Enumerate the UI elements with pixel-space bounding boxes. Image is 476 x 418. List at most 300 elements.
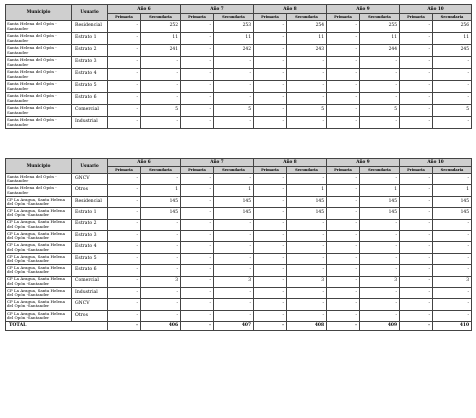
value-cell: - <box>181 45 214 57</box>
value-cell: - <box>433 69 472 81</box>
value-cell: 11 <box>214 33 254 45</box>
value-cell: 1 <box>433 185 472 196</box>
value-cell: - <box>181 21 214 33</box>
value-cell: - <box>433 242 472 253</box>
value-cell: - <box>181 196 214 207</box>
value-cell: - <box>254 33 287 45</box>
value-cell: - <box>141 174 181 185</box>
table-row <box>6 105 472 117</box>
total-value-cell: - <box>181 322 214 331</box>
municipio-cell: CP La Aragua, Santa Helena del Opón -Santander <box>6 230 72 241</box>
value-cell: - <box>254 287 287 298</box>
value-cell: 11 <box>141 33 181 45</box>
secundaria-header: Secundaria <box>214 14 254 21</box>
value-cell: - <box>181 57 214 69</box>
secundaria-header: Secundaria <box>214 167 254 174</box>
usuario-cell: Estrato 5 <box>72 81 108 93</box>
value-cell: 1 <box>287 185 327 196</box>
value-cell: 145 <box>433 208 472 219</box>
municipio-cell: Santa Helena del Opón - Santander <box>6 81 72 93</box>
value-cell: - <box>108 287 141 298</box>
value-cell: - <box>141 57 181 69</box>
value-cell: - <box>433 265 472 276</box>
table-row <box>6 174 472 185</box>
value-cell: - <box>287 57 327 69</box>
total-label: TOTAL <box>6 322 108 331</box>
value-cell: - <box>360 57 400 69</box>
table-row <box>6 21 472 33</box>
year-header: Año 8 <box>254 5 327 14</box>
value-cell: - <box>400 253 433 264</box>
primaria-header: Primaria <box>108 167 141 174</box>
value-cell: - <box>327 93 360 105</box>
municipio-cell: CP La Aragua, Santa Helena del Opón -Santander <box>6 310 72 321</box>
table-row <box>6 253 472 264</box>
value-cell: - <box>327 276 360 287</box>
value-cell: - <box>141 69 181 81</box>
value-cell: - <box>108 276 141 287</box>
value-cell: - <box>254 93 287 105</box>
value-cell: - <box>287 242 327 253</box>
value-cell: - <box>181 230 214 241</box>
municipio-cell: CP La Aragua, Santa Helena del Opón -Santander <box>6 196 72 207</box>
value-cell: - <box>327 69 360 81</box>
value-cell: 3 <box>141 276 181 287</box>
secundaria-header: Secundaria <box>141 167 181 174</box>
value-cell: - <box>108 208 141 219</box>
value-cell: - <box>141 81 181 93</box>
total-value-cell: - <box>108 322 141 331</box>
value-cell: - <box>287 117 327 129</box>
value-cell: - <box>400 299 433 310</box>
value-cell: - <box>141 93 181 105</box>
value-cell: - <box>214 299 254 310</box>
usuario-cell: Comercial <box>72 105 108 117</box>
value-cell: - <box>400 174 433 185</box>
usuario-cell: Estrato 6 <box>72 93 108 105</box>
total-value-cell: - <box>327 322 360 331</box>
value-cell: - <box>141 299 181 310</box>
value-cell: - <box>141 253 181 264</box>
value-cell: - <box>181 69 214 81</box>
value-cell: - <box>181 287 214 298</box>
value-cell: - <box>360 93 400 105</box>
year-header: Año 7 <box>181 159 254 167</box>
municipio-cell: CP La Aragua, Santa Helena del Opón -Santander <box>6 219 72 230</box>
value-cell: - <box>181 105 214 117</box>
secundaria-header: Secundaria <box>360 14 400 21</box>
table-row <box>6 69 472 81</box>
value-cell: 1 <box>214 185 254 196</box>
value-cell: - <box>181 253 214 264</box>
value-cell: - <box>433 174 472 185</box>
table-row <box>6 117 472 129</box>
value-cell: - <box>108 310 141 321</box>
secundaria-header: Secundaria <box>433 14 472 21</box>
municipio-header: Municipio <box>6 159 72 174</box>
value-cell: - <box>433 299 472 310</box>
year-header: Año 10 <box>400 159 472 167</box>
table-row <box>6 185 472 196</box>
usuario-cell: Estrato 5 <box>72 253 108 264</box>
value-cell: - <box>287 219 327 230</box>
usuario-cell: Estrato 2 <box>72 219 108 230</box>
value-cell: 5 <box>287 105 327 117</box>
value-cell: 5 <box>214 105 254 117</box>
table-row <box>6 310 472 321</box>
value-cell: 3 <box>287 276 327 287</box>
primaria-header: Primaria <box>254 167 287 174</box>
table-row <box>6 242 472 253</box>
value-cell: 252 <box>141 21 181 33</box>
usuario-cell: Estrato 3 <box>72 230 108 241</box>
value-cell: - <box>254 265 287 276</box>
value-cell: 11 <box>287 33 327 45</box>
value-cell: - <box>327 105 360 117</box>
usuario-cell: Otros <box>72 310 108 321</box>
value-cell: 5 <box>360 105 400 117</box>
usuario-cell: Residencial <box>72 21 108 33</box>
value-cell: - <box>360 174 400 185</box>
municipio-cell: CP La Aragua, Santa Helena del Opón -Santander <box>6 287 72 298</box>
primaria-header: Primaria <box>108 14 141 21</box>
value-cell: - <box>181 208 214 219</box>
value-cell: - <box>254 196 287 207</box>
value-cell: 3 <box>214 276 254 287</box>
usuario-cell: Industrial <box>72 117 108 129</box>
value-cell: - <box>400 93 433 105</box>
value-cell: - <box>327 174 360 185</box>
value-cell: 145 <box>141 208 181 219</box>
value-cell: - <box>360 242 400 253</box>
value-cell: - <box>108 196 141 207</box>
value-cell: - <box>214 287 254 298</box>
value-cell: - <box>433 117 472 129</box>
value-cell: 5 <box>433 105 472 117</box>
value-cell: - <box>400 196 433 207</box>
value-cell: - <box>214 117 254 129</box>
value-cell: - <box>400 57 433 69</box>
value-cell: - <box>181 185 214 196</box>
value-cell: - <box>287 81 327 93</box>
demand-table-1 <box>5 4 472 129</box>
demand-table-2 <box>5 158 472 331</box>
value-cell: - <box>327 196 360 207</box>
value-cell: - <box>254 185 287 196</box>
value-cell: - <box>254 242 287 253</box>
primaria-header: Primaria <box>181 167 214 174</box>
value-cell: - <box>181 242 214 253</box>
value-cell: - <box>214 253 254 264</box>
table-row <box>6 287 472 298</box>
value-cell: - <box>400 185 433 196</box>
usuario-header: Usuario <box>72 5 108 21</box>
secundaria-header: Secundaria <box>433 167 472 174</box>
usuario-cell: Estrato 2 <box>72 45 108 57</box>
usuario-cell: GNCV <box>72 299 108 310</box>
value-cell: - <box>254 310 287 321</box>
table-row <box>6 33 472 45</box>
value-cell: - <box>108 242 141 253</box>
value-cell: - <box>360 287 400 298</box>
value-cell: - <box>400 230 433 241</box>
secundaria-header: Secundaria <box>287 14 327 21</box>
value-cell: - <box>108 81 141 93</box>
value-cell: 1 <box>360 185 400 196</box>
table-row <box>6 57 472 69</box>
usuario-cell: Estrato 3 <box>72 57 108 69</box>
value-cell: - <box>181 117 214 129</box>
value-cell: - <box>108 265 141 276</box>
primaria-header: Primaria <box>327 14 360 21</box>
value-cell: - <box>400 310 433 321</box>
usuario-cell: Estrato 1 <box>72 208 108 219</box>
table-row <box>6 299 472 310</box>
usuario-cell: GNCV <box>72 174 108 185</box>
total-row <box>6 322 472 331</box>
value-cell: 253 <box>214 21 254 33</box>
value-cell: - <box>254 105 287 117</box>
value-cell: - <box>287 230 327 241</box>
table-row <box>6 219 472 230</box>
value-cell: - <box>360 81 400 93</box>
year-header: Año 6 <box>108 159 181 167</box>
value-cell: - <box>108 57 141 69</box>
value-cell: - <box>327 242 360 253</box>
value-cell: - <box>108 93 141 105</box>
value-cell: - <box>327 253 360 264</box>
value-cell: - <box>400 287 433 298</box>
value-cell: - <box>254 230 287 241</box>
secundaria-header: Secundaria <box>360 167 400 174</box>
value-cell: - <box>141 117 181 129</box>
municipio-cell: Santa Helena del Opón - Santander <box>6 117 72 129</box>
value-cell: 244 <box>360 45 400 57</box>
year-header: Año 9 <box>327 159 400 167</box>
value-cell: - <box>287 253 327 264</box>
value-cell: - <box>360 299 400 310</box>
value-cell: 243 <box>287 45 327 57</box>
table-row <box>6 81 472 93</box>
value-cell: - <box>181 276 214 287</box>
municipio-cell: Santa Helena del Opón - Santander <box>6 21 72 33</box>
value-cell: - <box>433 310 472 321</box>
value-cell: - <box>433 253 472 264</box>
value-cell: - <box>400 45 433 57</box>
value-cell: - <box>108 219 141 230</box>
value-cell: - <box>141 242 181 253</box>
table-row <box>6 230 472 241</box>
value-cell: 145 <box>433 196 472 207</box>
value-cell: - <box>433 219 472 230</box>
value-cell: 245 <box>433 45 472 57</box>
value-cell: - <box>287 287 327 298</box>
value-cell: - <box>400 242 433 253</box>
municipio-cell: CP La Aragua, Santa Helena del Opón -Santander <box>6 299 72 310</box>
municipio-cell: CP La Aragua, Santa Helena del Opón -Santander <box>6 253 72 264</box>
value-cell: - <box>141 310 181 321</box>
value-cell: - <box>360 117 400 129</box>
table-row <box>6 208 472 219</box>
value-cell: - <box>254 276 287 287</box>
table-row <box>6 93 472 105</box>
value-cell: - <box>287 174 327 185</box>
value-cell: - <box>108 69 141 81</box>
value-cell: - <box>214 265 254 276</box>
value-cell: 145 <box>360 208 400 219</box>
value-cell: - <box>327 81 360 93</box>
value-cell: 3 <box>433 276 472 287</box>
value-cell: - <box>141 265 181 276</box>
value-cell: 11 <box>433 33 472 45</box>
value-cell: - <box>214 81 254 93</box>
value-cell: - <box>181 93 214 105</box>
total-value-cell: 407 <box>214 322 254 331</box>
year-header: Año 8 <box>254 159 327 167</box>
usuario-cell: Industrial <box>72 287 108 298</box>
value-cell: 145 <box>141 196 181 207</box>
primaria-header: Primaria <box>400 167 433 174</box>
primaria-header: Primaria <box>327 167 360 174</box>
year-header: Año 7 <box>181 5 254 14</box>
municipio-cell: CP La Aragua, Santa Helena del Opón -Santander <box>6 265 72 276</box>
value-cell: - <box>287 93 327 105</box>
value-cell: - <box>287 69 327 81</box>
value-cell: - <box>214 242 254 253</box>
value-cell: - <box>214 219 254 230</box>
value-cell: - <box>108 21 141 33</box>
usuario-cell: Estrato 6 <box>72 265 108 276</box>
usuario-header: Usuario <box>72 159 108 174</box>
municipio-cell: Santa Helena del Opón - Santander <box>6 105 72 117</box>
value-cell: - <box>327 299 360 310</box>
value-cell: - <box>181 265 214 276</box>
value-cell: - <box>108 174 141 185</box>
value-cell: - <box>181 219 214 230</box>
usuario-cell: Comercial <box>72 276 108 287</box>
municipio-cell: CP La Aragua, Santa Helena del Opón -Santander <box>6 276 72 287</box>
value-cell: - <box>400 21 433 33</box>
value-cell: - <box>214 57 254 69</box>
value-cell: - <box>181 310 214 321</box>
value-cell: - <box>254 57 287 69</box>
value-cell: - <box>254 219 287 230</box>
year-header: Año 10 <box>400 5 472 14</box>
municipio-header: Municipio <box>6 5 72 21</box>
value-cell: - <box>327 57 360 69</box>
value-cell: - <box>254 253 287 264</box>
value-cell: - <box>360 265 400 276</box>
value-cell: - <box>254 299 287 310</box>
value-cell: - <box>181 81 214 93</box>
usuario-cell: Estrato 1 <box>72 33 108 45</box>
value-cell: - <box>327 33 360 45</box>
total-value-cell: 408 <box>287 322 327 331</box>
value-cell: - <box>254 69 287 81</box>
municipio-cell: Santa Helena del Opón - Santander <box>6 33 72 45</box>
secundaria-header: Secundaria <box>287 167 327 174</box>
value-cell: 5 <box>141 105 181 117</box>
primaria-header: Primaria <box>254 14 287 21</box>
value-cell: - <box>327 287 360 298</box>
value-cell: - <box>400 117 433 129</box>
value-cell: - <box>214 174 254 185</box>
value-cell: - <box>433 81 472 93</box>
value-cell: 242 <box>214 45 254 57</box>
value-cell: - <box>287 310 327 321</box>
value-cell: - <box>400 265 433 276</box>
value-cell: - <box>327 310 360 321</box>
value-cell: 254 <box>287 21 327 33</box>
value-cell: - <box>141 287 181 298</box>
table-row <box>6 45 472 57</box>
primaria-header: Primaria <box>400 14 433 21</box>
secundaria-header: Secundaria <box>141 14 181 21</box>
value-cell: - <box>141 230 181 241</box>
usuario-cell: Estrato 4 <box>72 242 108 253</box>
value-cell: 1 <box>141 185 181 196</box>
value-cell: - <box>400 208 433 219</box>
value-cell: - <box>400 219 433 230</box>
value-cell: - <box>327 21 360 33</box>
municipio-cell: Santa Helena del Opón - Santander <box>6 185 72 196</box>
total-value-cell: 410 <box>433 322 472 331</box>
value-cell: - <box>360 253 400 264</box>
value-cell: - <box>327 208 360 219</box>
value-cell: - <box>214 69 254 81</box>
value-cell: - <box>327 185 360 196</box>
value-cell: 145 <box>287 208 327 219</box>
year-header: Año 6 <box>108 5 181 14</box>
total-value-cell: - <box>400 322 433 331</box>
value-cell: - <box>400 105 433 117</box>
table-row <box>6 196 472 207</box>
value-cell: - <box>287 265 327 276</box>
value-cell: - <box>108 253 141 264</box>
value-cell: - <box>433 230 472 241</box>
municipio-cell: CP La Aragua, Santa Helena del Opón -Santander <box>6 242 72 253</box>
value-cell: - <box>400 33 433 45</box>
total-value-cell: - <box>254 322 287 331</box>
value-cell: - <box>433 93 472 105</box>
value-cell: - <box>108 45 141 57</box>
usuario-cell: Otros <box>72 185 108 196</box>
value-cell: 241 <box>141 45 181 57</box>
value-cell: - <box>327 265 360 276</box>
value-cell: - <box>254 45 287 57</box>
value-cell: - <box>360 310 400 321</box>
value-cell: - <box>108 185 141 196</box>
table-2-body <box>6 174 472 331</box>
value-cell: - <box>433 287 472 298</box>
municipio-cell: Santa Helena del Opón - Santander <box>6 69 72 81</box>
value-cell: - <box>108 299 141 310</box>
value-cell: - <box>108 33 141 45</box>
value-cell: - <box>327 45 360 57</box>
value-cell: - <box>327 117 360 129</box>
municipio-cell: Santa Helena del Opón - Santander <box>6 93 72 105</box>
value-cell: - <box>181 299 214 310</box>
municipio-cell: Santa Helena del Opón - Santander <box>6 174 72 185</box>
value-cell: - <box>400 276 433 287</box>
value-cell: - <box>214 230 254 241</box>
value-cell: - <box>400 69 433 81</box>
municipio-cell: Santa Helena del Opón - Santander <box>6 57 72 69</box>
table-row <box>6 265 472 276</box>
value-cell: - <box>287 299 327 310</box>
value-cell: - <box>360 69 400 81</box>
primaria-header: Primaria <box>181 14 214 21</box>
